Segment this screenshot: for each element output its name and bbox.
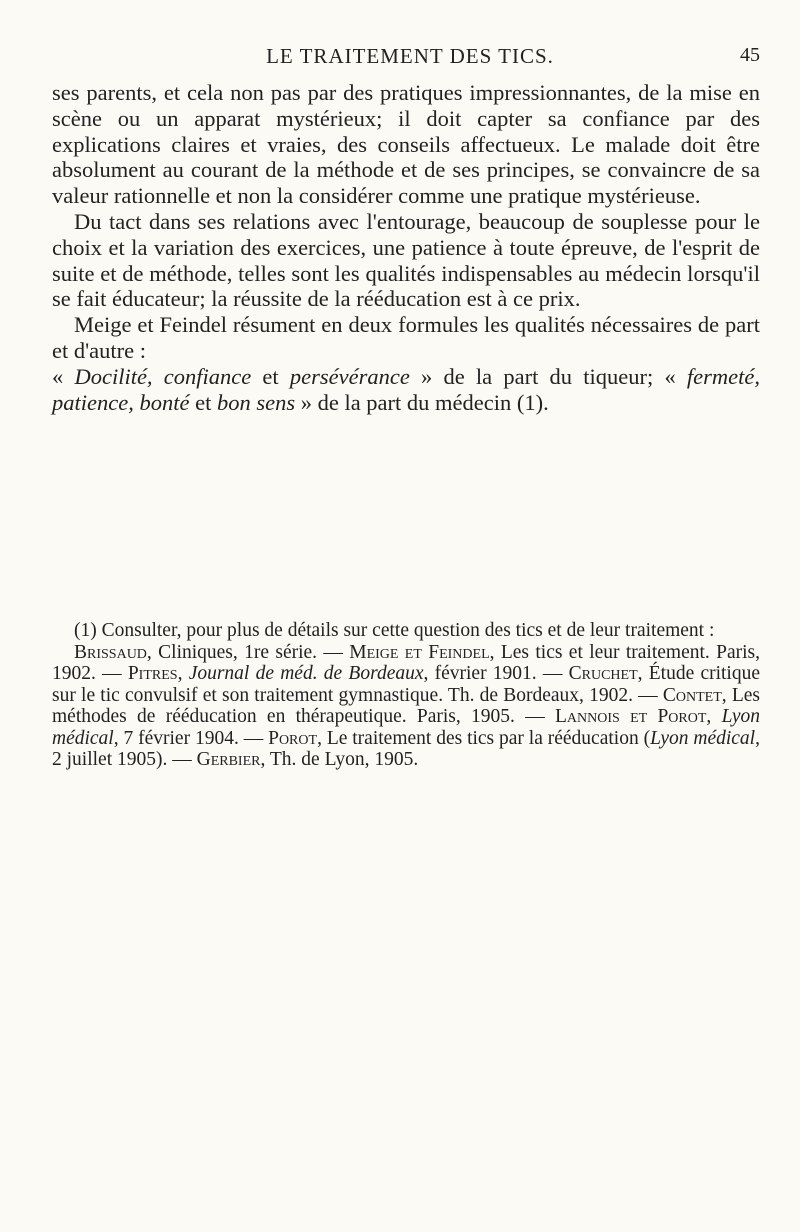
ref-5: , Les méthodes de rééducation en thérapeutique. Paris, 1905. —	[52, 684, 761, 727]
ref-7b: , 2 juillet 1905). —	[52, 727, 760, 770]
ref-3b: , février 1901. —	[423, 663, 569, 684]
paragraph-2: Du tact dans ses relations avec l'entourage, beaucoup de souplesse pour le choix et la variation des exercices, une patience à toute épreuve, de l'esprit de suite et de méthode, telles sont les qualités indispensables au médecin lorsqu'il se fait éducateur; la réussite de la rééducation est à ce prix.	[52, 208, 760, 312]
author-brissaud: Brissaud	[74, 641, 147, 663]
footnote-references	[52, 642, 760, 771]
author-porot: Porot	[268, 727, 318, 749]
running-title: LE TRAITEMENT DES TICS.	[266, 44, 554, 68]
conjunction-2: et	[189, 389, 217, 415]
ref-7: , Le traitement des tics par la rééducation (	[317, 727, 651, 749]
paragraph-3	[52, 312, 760, 415]
ref-3: ,	[177, 663, 189, 684]
author-pitres: Pitres	[127, 663, 178, 684]
journal-bordeaux: Journal de méd. de Bordeaux	[188, 663, 424, 684]
author-gerbier: Gerbier	[196, 749, 261, 770]
formula-medecin-b: bon sens	[216, 389, 296, 415]
formula-medecin-close: » de la part du médecin (1).	[295, 389, 549, 415]
ref-4: , Étude critique sur le tic convulsif et son traitement gymnastique. Th. de Bordeaux, 1902. —	[52, 663, 761, 706]
quote-mark: «	[52, 363, 75, 389]
conjunction: et	[251, 363, 290, 389]
ref-6: ,	[706, 706, 722, 727]
footnotes	[52, 620, 760, 771]
ref-2: , Les tics et leur traitement. Paris, 1902. —	[52, 641, 761, 684]
ref-8: , Th. de Lyon, 1905.	[260, 749, 419, 770]
journal-lyon-2: Lyon médical	[650, 727, 756, 749]
paragraph-1: ses parents, et cela non pas par des pratiques impressionnantes, de la mise en scène ou un apparat mystérieux; il doit capter sa confiance par des explications claires et vraies, des conseils affectueux. Le malade doit être absolument au courant de la méthode et de ses principes, se convaincre de sa valeur rationnelle et non la considérer comme une pratique mystérieuse.	[52, 80, 760, 209]
paragraph-3-intro: Meige et Feindel résument en deux formules les qualités nécessaires de part et d'autre :	[52, 312, 760, 363]
formula-tiqueur: Docilité, confiance	[74, 363, 252, 389]
author-cruchet: Cruchet	[568, 663, 638, 684]
footnote-intro: (1) Consulter, pour plus de détails sur cette question des tics et de leur traitement :	[74, 620, 715, 641]
author-contet: Contet	[662, 684, 722, 706]
body-text	[52, 80, 760, 415]
journal-lyon-1: Lyon médical	[52, 706, 760, 749]
page-number: 45	[740, 44, 760, 66]
page-header	[60, 44, 760, 74]
formula-medecin: fermeté, patience, bonté	[52, 363, 760, 415]
ref-1: , Cliniques, 1re série. —	[146, 641, 350, 663]
formula-tiqueur-b: persévérance	[289, 363, 410, 389]
author-meige-feindel: Meige et Feindel	[349, 641, 490, 663]
author-lannois-porot: Lannois et Porot	[554, 706, 707, 727]
ref-6b: , 7 février 1904. —	[113, 727, 269, 749]
formula-tiqueur-close: » de la part du tiqueur; «	[409, 363, 687, 389]
